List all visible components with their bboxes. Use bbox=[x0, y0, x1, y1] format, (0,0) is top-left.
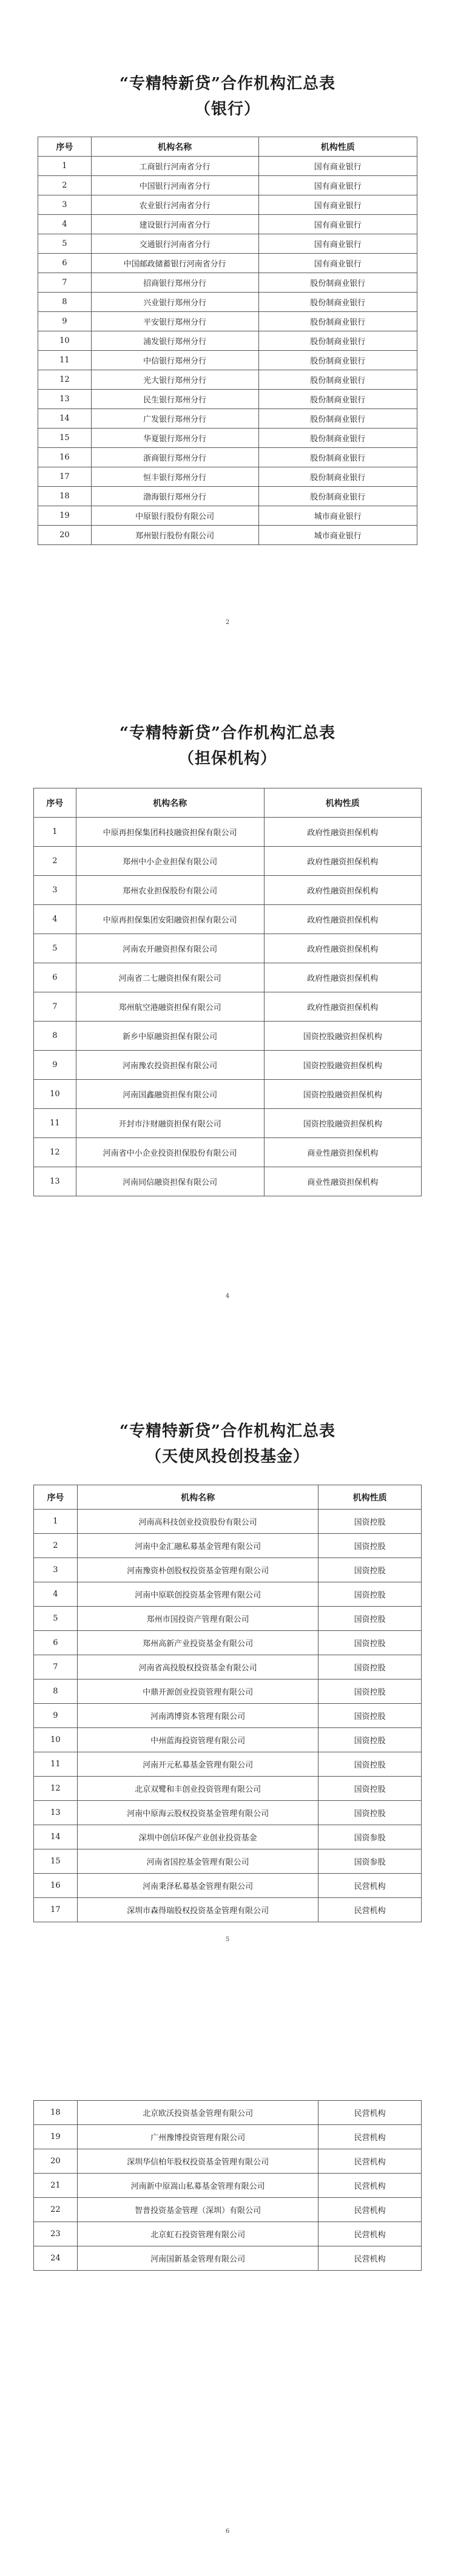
institution-name: 河南秉泽私募基金管理有限公司 bbox=[77, 1874, 318, 1898]
row-index: 16 bbox=[38, 448, 92, 467]
row-index: 20 bbox=[34, 2149, 78, 2174]
angel-title: “专精特新贷”合作机构汇总表 bbox=[120, 1422, 335, 1440]
institution-type: 国资控股 bbox=[318, 1777, 422, 1801]
institution-name: 工商银行河南省分行 bbox=[91, 157, 258, 176]
row-index: 6 bbox=[38, 254, 92, 273]
institution-type: 商业性融资担保机构 bbox=[264, 1138, 421, 1167]
angel-table-part2 bbox=[33, 2100, 422, 2271]
institution-type: 民营机构 bbox=[318, 2149, 422, 2174]
institution-name: 交通银行河南省分行 bbox=[91, 234, 258, 254]
table-row bbox=[34, 1728, 422, 1752]
institution-type: 国资控股 bbox=[318, 1534, 422, 1558]
row-index: 21 bbox=[34, 2174, 78, 2198]
institution-type: 政府性融资担保机构 bbox=[264, 818, 421, 847]
table-row bbox=[38, 195, 417, 215]
angel-subtitle: （天使风投创投基金） bbox=[145, 1448, 309, 1466]
institution-name: 开封市汴财融资担保有限公司 bbox=[76, 1109, 264, 1138]
institution-name: 农业银行河南省分行 bbox=[91, 195, 258, 215]
table-row bbox=[34, 1777, 422, 1801]
row-index: 10 bbox=[34, 1080, 76, 1109]
table-row bbox=[34, 1582, 422, 1607]
table-row bbox=[34, 818, 422, 847]
institution-name: 浙商银行郑州分行 bbox=[91, 448, 258, 467]
table-row bbox=[38, 254, 417, 273]
table-row bbox=[34, 1825, 422, 1849]
table-row bbox=[38, 293, 417, 312]
institution-name: 中原银行股份有限公司 bbox=[91, 506, 258, 526]
institution-name: 新乡中原融资担保有限公司 bbox=[76, 1022, 264, 1051]
row-index: 1 bbox=[34, 1510, 78, 1534]
table-row bbox=[34, 1874, 422, 1898]
row-index: 17 bbox=[34, 1898, 78, 1922]
row-index: 9 bbox=[34, 1051, 76, 1080]
table-row bbox=[34, 1167, 422, 1196]
table-row bbox=[34, 876, 422, 905]
page-number: 5 bbox=[225, 1936, 230, 1943]
institution-name: 恒丰银行郑州分行 bbox=[91, 467, 258, 487]
table-row bbox=[34, 1898, 422, 1922]
angel-table-part1 bbox=[33, 1485, 422, 1922]
header-name: 机构名称 bbox=[77, 1485, 318, 1510]
institution-name: 招商银行郑州分行 bbox=[91, 273, 258, 293]
guarantee-subtitle: （担保机构） bbox=[178, 750, 277, 768]
bank-subtitle: （银行） bbox=[194, 100, 260, 118]
row-index: 9 bbox=[34, 1704, 78, 1728]
row-index: 13 bbox=[34, 1801, 78, 1825]
row-index: 18 bbox=[34, 2101, 78, 2125]
institution-name: 河南高科技创业投资股份有限公司 bbox=[77, 1510, 318, 1534]
row-index: 12 bbox=[38, 370, 92, 390]
institution-type: 城市商业银行 bbox=[258, 506, 417, 526]
institution-name: 民生银行郑州分行 bbox=[91, 390, 258, 409]
institution-type: 民营机构 bbox=[318, 2125, 422, 2149]
row-index: 3 bbox=[38, 195, 92, 215]
row-index: 3 bbox=[34, 876, 76, 905]
institution-name: 平安银行郑州分行 bbox=[91, 312, 258, 331]
table-row bbox=[34, 963, 422, 992]
row-index: 4 bbox=[34, 1582, 78, 1607]
institution-type: 国资控股 bbox=[318, 1510, 422, 1534]
row-index: 7 bbox=[34, 992, 76, 1022]
institution-type: 国资控股融资担保机构 bbox=[264, 1051, 421, 1080]
institution-name: 中国邮政储蓄银行河南省分行 bbox=[91, 254, 258, 273]
row-index: 14 bbox=[38, 409, 92, 429]
institution-name: 郑州市国投资产管理有限公司 bbox=[77, 1607, 318, 1631]
table-row bbox=[34, 2174, 422, 2198]
table-row bbox=[34, 1801, 422, 1825]
table-row bbox=[34, 1849, 422, 1874]
institution-name: 中原再担保集团安阳融资担保有限公司 bbox=[76, 905, 264, 934]
institution-type: 国有商业银行 bbox=[258, 254, 417, 273]
row-index: 10 bbox=[34, 1728, 78, 1752]
institution-type: 股份制商业银行 bbox=[258, 273, 417, 293]
institution-name: 河南中原联创投资基金管理有限公司 bbox=[77, 1582, 318, 1607]
table-row bbox=[38, 176, 417, 195]
row-index: 9 bbox=[38, 312, 92, 331]
row-index: 3 bbox=[34, 1558, 78, 1582]
institution-name: 郑州高新产业投资基金有限公司 bbox=[77, 1631, 318, 1655]
row-index: 23 bbox=[34, 2222, 78, 2246]
institution-name: 河南豫农投资担保有限公司 bbox=[76, 1051, 264, 1080]
table-row bbox=[38, 312, 417, 331]
institution-name: 河南鸿博资本管理有限公司 bbox=[77, 1704, 318, 1728]
table-row bbox=[34, 847, 422, 876]
row-index: 13 bbox=[34, 1167, 76, 1196]
table-row bbox=[38, 487, 417, 506]
row-index: 14 bbox=[34, 1825, 78, 1849]
institution-name: 渤海银行郑州分行 bbox=[91, 487, 258, 506]
institution-type: 国资控股 bbox=[318, 1679, 422, 1704]
row-index: 15 bbox=[38, 429, 92, 448]
institution-type: 股份制商业银行 bbox=[258, 448, 417, 467]
institution-name: 河南中原海云股权投资基金管理有限公司 bbox=[77, 1801, 318, 1825]
institution-type: 股份制商业银行 bbox=[258, 487, 417, 506]
row-index: 24 bbox=[34, 2246, 78, 2271]
institution-type: 政府性融资担保机构 bbox=[264, 905, 421, 934]
row-index: 20 bbox=[38, 526, 92, 545]
table-row bbox=[34, 992, 422, 1022]
header-type: 机构性质 bbox=[264, 788, 421, 818]
table-row bbox=[38, 370, 417, 390]
institution-type: 国资参股 bbox=[318, 1825, 422, 1849]
institution-name: 建设银行河南省分行 bbox=[91, 215, 258, 234]
institution-name: 河南省中小企业投资担保股份有限公司 bbox=[76, 1138, 264, 1167]
table-row bbox=[34, 2125, 422, 2149]
row-index: 7 bbox=[34, 1655, 78, 1679]
institution-type: 国资参股 bbox=[318, 1849, 422, 1874]
row-index: 2 bbox=[38, 176, 92, 195]
row-index: 8 bbox=[34, 1679, 78, 1704]
institution-type: 股份制商业银行 bbox=[258, 331, 417, 351]
table-row bbox=[38, 157, 417, 176]
header-name: 机构名称 bbox=[91, 137, 258, 157]
table-row bbox=[34, 1138, 422, 1167]
institution-type: 国资控股 bbox=[318, 1728, 422, 1752]
institution-name: 河南国鑫融资担保有限公司 bbox=[76, 1080, 264, 1109]
institution-type: 商业性融资担保机构 bbox=[264, 1167, 421, 1196]
row-index: 8 bbox=[38, 293, 92, 312]
institution-type: 股份制商业银行 bbox=[258, 293, 417, 312]
institution-name: 深圳中创信环保产业创业投资基金 bbox=[77, 1825, 318, 1849]
row-index: 15 bbox=[34, 1849, 78, 1874]
institution-type: 民营机构 bbox=[318, 2222, 422, 2246]
institution-type: 国资控股 bbox=[318, 1631, 422, 1655]
row-index: 13 bbox=[38, 390, 92, 409]
institution-name: 河南省二七融资担保有限公司 bbox=[76, 963, 264, 992]
institution-name: 中州蓝海投资管理有限公司 bbox=[77, 1728, 318, 1752]
page-number: 4 bbox=[225, 1293, 230, 1300]
table-row bbox=[38, 234, 417, 254]
institution-name: 北京虹石投资管理有限公司 bbox=[77, 2222, 318, 2246]
institution-type: 股份制商业银行 bbox=[258, 390, 417, 409]
header-type: 机构性质 bbox=[318, 1485, 422, 1510]
institution-type: 国资控股 bbox=[318, 1607, 422, 1631]
institution-name: 广州豫博投资管理有限公司 bbox=[77, 2125, 318, 2149]
institution-name: 中国银行河南省分行 bbox=[91, 176, 258, 195]
table-row bbox=[34, 934, 422, 963]
guarantee-table bbox=[33, 788, 422, 1196]
row-index: 4 bbox=[38, 215, 92, 234]
row-index: 18 bbox=[38, 487, 92, 506]
institution-name: 智普投资基金管理（深圳）有限公司 bbox=[77, 2198, 318, 2222]
institution-name: 中鼎开源创业投资管理有限公司 bbox=[77, 1679, 318, 1704]
row-index: 1 bbox=[34, 818, 76, 847]
row-index: 1 bbox=[38, 157, 92, 176]
table-row bbox=[34, 2149, 422, 2174]
institution-name: 中信银行郑州分行 bbox=[91, 351, 258, 370]
table-row bbox=[38, 526, 417, 545]
table-row bbox=[34, 1631, 422, 1655]
institution-type: 城市商业银行 bbox=[258, 526, 417, 545]
table-row bbox=[34, 1607, 422, 1631]
row-index: 5 bbox=[34, 934, 76, 963]
row-index: 2 bbox=[34, 847, 76, 876]
institution-name: 深圳华信柏年股权投资基金管理有限公司 bbox=[77, 2149, 318, 2174]
institution-name: 郑州银行股份有限公司 bbox=[91, 526, 258, 545]
table-row bbox=[34, 1109, 422, 1138]
institution-type: 国资控股 bbox=[318, 1655, 422, 1679]
institution-type: 股份制商业银行 bbox=[258, 351, 417, 370]
row-index: 12 bbox=[34, 1138, 76, 1167]
institution-name: 河南省高投股权投资基金有限公司 bbox=[77, 1655, 318, 1679]
institution-name: 河南中金汇融私募基金管理有限公司 bbox=[77, 1534, 318, 1558]
row-index: 2 bbox=[34, 1534, 78, 1558]
institution-type: 民营机构 bbox=[318, 1898, 422, 1922]
institution-name: 河南新中原嵩山私募基金管理有限公司 bbox=[77, 2174, 318, 2198]
table-row bbox=[38, 506, 417, 526]
institution-type: 国资控股融资担保机构 bbox=[264, 1080, 421, 1109]
row-index: 22 bbox=[34, 2198, 78, 2222]
institution-name: 河南省国控基金管理有限公司 bbox=[77, 1849, 318, 1874]
institution-name: 郑州中小企业担保有限公司 bbox=[76, 847, 264, 876]
institution-type: 国资控股 bbox=[318, 1558, 422, 1582]
header-type: 机构性质 bbox=[258, 137, 417, 157]
row-index: 16 bbox=[34, 1874, 78, 1898]
bank-title: “专精特新贷”合作机构汇总表 bbox=[120, 75, 335, 93]
row-index: 11 bbox=[38, 351, 92, 370]
institution-type: 国资控股 bbox=[318, 1801, 422, 1825]
bank-table bbox=[38, 137, 417, 545]
table-row bbox=[34, 2222, 422, 2246]
header-index: 序号 bbox=[38, 137, 92, 157]
institution-type: 国有商业银行 bbox=[258, 157, 417, 176]
institution-type: 政府性融资担保机构 bbox=[264, 876, 421, 905]
institution-type: 股份制商业银行 bbox=[258, 467, 417, 487]
page-number: 6 bbox=[225, 2528, 230, 2535]
table-row bbox=[38, 467, 417, 487]
institution-type: 国有商业银行 bbox=[258, 215, 417, 234]
table-row bbox=[38, 429, 417, 448]
row-index: 11 bbox=[34, 1752, 78, 1777]
institution-type: 国资控股融资担保机构 bbox=[264, 1109, 421, 1138]
institution-type: 股份制商业银行 bbox=[258, 312, 417, 331]
row-index: 10 bbox=[38, 331, 92, 351]
row-index: 17 bbox=[38, 467, 92, 487]
institution-type: 股份制商业银行 bbox=[258, 409, 417, 429]
table-row bbox=[38, 448, 417, 467]
page-number: 2 bbox=[225, 619, 230, 626]
table-row bbox=[34, 1704, 422, 1728]
row-index: 5 bbox=[38, 234, 92, 254]
institution-name: 华夏银行郑州分行 bbox=[91, 429, 258, 448]
table-row bbox=[38, 409, 417, 429]
table-row bbox=[34, 1510, 422, 1534]
institution-name: 光大银行郑州分行 bbox=[91, 370, 258, 390]
table-row bbox=[34, 1022, 422, 1051]
table-row bbox=[38, 390, 417, 409]
institution-name: 河南农开融资担保有限公司 bbox=[76, 934, 264, 963]
institution-type: 政府性融资担保机构 bbox=[264, 934, 421, 963]
row-index: 8 bbox=[34, 1022, 76, 1051]
institution-type: 政府性融资担保机构 bbox=[264, 992, 421, 1022]
table-row bbox=[34, 2246, 422, 2271]
row-index: 6 bbox=[34, 1631, 78, 1655]
institution-name: 河南豫资朴创股权投资基金管理有限公司 bbox=[77, 1558, 318, 1582]
institution-name: 河南开元私募基金管理有限公司 bbox=[77, 1752, 318, 1777]
table-row bbox=[34, 1679, 422, 1704]
table-row bbox=[34, 1534, 422, 1558]
row-index: 19 bbox=[34, 2125, 78, 2149]
table-row bbox=[38, 215, 417, 234]
institution-type: 民营机构 bbox=[318, 2198, 422, 2222]
institution-name: 河南国新基金管理有限公司 bbox=[77, 2246, 318, 2271]
table-row bbox=[34, 1558, 422, 1582]
institution-type: 国有商业银行 bbox=[258, 234, 417, 254]
institution-type: 民营机构 bbox=[318, 2246, 422, 2271]
table-row bbox=[34, 905, 422, 934]
institution-type: 民营机构 bbox=[318, 1874, 422, 1898]
table-row bbox=[34, 1752, 422, 1777]
row-index: 6 bbox=[34, 963, 76, 992]
row-index: 5 bbox=[34, 1607, 78, 1631]
institution-type: 国有商业银行 bbox=[258, 195, 417, 215]
institution-type: 政府性融资担保机构 bbox=[264, 963, 421, 992]
institution-name: 兴业银行郑州分行 bbox=[91, 293, 258, 312]
institution-type: 股份制商业银行 bbox=[258, 370, 417, 390]
institution-type: 国资控股 bbox=[318, 1704, 422, 1728]
institution-name: 郑州农业担保股份有限公司 bbox=[76, 876, 264, 905]
table-row bbox=[34, 1655, 422, 1679]
institution-name: 北京双鹭和丰创业投资管理有限公司 bbox=[77, 1777, 318, 1801]
institution-name: 深圳市森得瑞股权投资基金管理有限公司 bbox=[77, 1898, 318, 1922]
header-index: 序号 bbox=[34, 788, 76, 818]
institution-type: 股份制商业银行 bbox=[258, 429, 417, 448]
institution-type: 国资控股 bbox=[318, 1582, 422, 1607]
institution-name: 北京欧沃投资基金管理有限公司 bbox=[77, 2101, 318, 2125]
table-row bbox=[34, 1080, 422, 1109]
row-index: 4 bbox=[34, 905, 76, 934]
institution-type: 民营机构 bbox=[318, 2101, 422, 2125]
row-index: 19 bbox=[38, 506, 92, 526]
institution-name: 广发银行郑州分行 bbox=[91, 409, 258, 429]
table-row bbox=[38, 273, 417, 293]
guarantee-title: “专精特新贷”合作机构汇总表 bbox=[120, 724, 335, 742]
institution-type: 国有商业银行 bbox=[258, 176, 417, 195]
institution-name: 浦发银行郑州分行 bbox=[91, 331, 258, 351]
header-index: 序号 bbox=[34, 1485, 78, 1510]
header-name: 机构名称 bbox=[76, 788, 264, 818]
table-row bbox=[38, 331, 417, 351]
table-row bbox=[38, 351, 417, 370]
table-row bbox=[34, 1051, 422, 1080]
row-index: 12 bbox=[34, 1777, 78, 1801]
institution-type: 国资控股融资担保机构 bbox=[264, 1022, 421, 1051]
table-row bbox=[34, 2198, 422, 2222]
institution-type: 国资控股 bbox=[318, 1752, 422, 1777]
row-index: 11 bbox=[34, 1109, 76, 1138]
institution-name: 郑州航空港融资担保有限公司 bbox=[76, 992, 264, 1022]
row-index: 7 bbox=[38, 273, 92, 293]
institution-name: 河南同信融资担保有限公司 bbox=[76, 1167, 264, 1196]
institution-type: 政府性融资担保机构 bbox=[264, 847, 421, 876]
table-row bbox=[34, 2101, 422, 2125]
institution-name: 中原再担保集团科技融资担保有限公司 bbox=[76, 818, 264, 847]
institution-type: 民营机构 bbox=[318, 2174, 422, 2198]
